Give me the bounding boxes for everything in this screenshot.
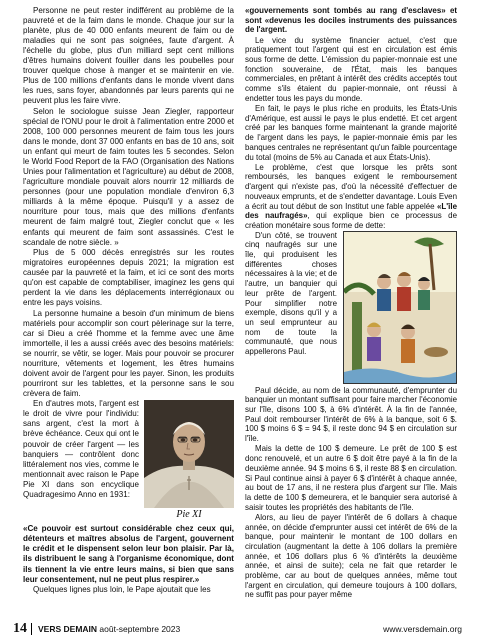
publication-name: VERS DEMAIN (38, 624, 98, 634)
pope-pius-xi-photo (144, 400, 234, 508)
paragraph: Quelques lignes plus loin, le Pape ajoutait que les (33, 585, 211, 595)
paragraph: La personne humaine a besoin d'un minimum de biens matériels pour accomplir son court pèlerinage sur la terre, car si Dieu a créé l'homme et la femme avec une âme immortelle, il les a aussi créés avec des besoins matériels: se nourrir, se vêtir, se loger. Mais pour pouvoir se procurer nourriture, vêtements et logement, les êtres humains doivent avoir de l'argent pour les payer. Sinon, les produits pourriront sur les tablettes, et la personne sans le sou crèvera de faim. (23, 308, 234, 399)
footer-divider (31, 623, 32, 635)
page-number: 14 (13, 621, 27, 636)
left-column (23, 6, 234, 595)
castaways-comic-image (343, 231, 457, 384)
paragraph: Mais la dette de 100 $ demeure. Le prêt de 100 $ est donc renouvelé, et un autre 6 $ doit être payé à la fin de la deuxième année. 94 $ moins 6 $, il reste 88 $ en circulation. Si Paul continue ainsi à payer 6 $ d'intérêt à chaque année, au bout de 17 ans, il ne restera plus d'argent sur l'île. Mais la dette de 100 $ demeurera, et le banquier sera autorisé à saisir toutes les propriétés des habitants de l'île. (245, 444, 457, 512)
island-illustration (343, 231, 457, 384)
paragraph: Alors, au lieu de payer l'intérêt de 6 dollars à chaque année, on décide d'emprunter aussi cet intérêt de 6% de la banque, pour maintenir le montant de 100 dollars en circulation (augmentant la dette à 106 dollars la première année, et 106 dollars plus 6 % d'intérêts la deuxième année, et ainsi de suite); cela ne fait que retarder le problème, car au bout de quelques années, même tout l'argent en circulation, qui demeure toujours à 100 dollars, ne suffit pas pour payer même (245, 512, 457, 600)
text-run: , qui explique bien ce processus de création monétaire sous forme de dette: (245, 211, 458, 230)
quote-continuation-text: «gouvernements sont tombés au rang d'esclaves» et sont «devenus les dociles instruments des puissances de l'argent. (245, 6, 457, 35)
paragraph: Le vice du système financier actuel, c'est que pratiquement tout l'argent qui est en circulation est émis sous forme de dette. L'émission du papier-monnaie est une fonction souveraine, de l'État, mais les banques commerciales, en prêtant à intérêt des crédits acceptés tout comme s'ils étaient du papier-monnaie, ont réussi à endetter tous les pays du monde. (245, 35, 457, 103)
pope-caption: Pie XI (176, 509, 202, 521)
pope-section (23, 399, 234, 524)
publication-info (38, 622, 180, 636)
pope-figure (144, 400, 234, 521)
text-run: Le problème, c'est que lorsque les prêts sont remboursés, les banques exigent le remboursement d'argent qui n'existe pas, d'où la nécessité d'effectuer de nouveaux emprunts, et de s'endetter davantage. Louis Even a écrit au tout début de son Institut une fable appelée (245, 162, 457, 211)
fable-title: «L'île des naufragés» (245, 201, 457, 221)
paragraph: Plus de 5 000 décès enregistrés sur les routes migratoires européennes depuis 2021; la migration est causée par la pauvreté et la faim, et ici ce sont des morts qu'on est capable de comptabiliser, imaginez les gens qui perdent la vie dans les déplacements interrégionaux ou entre les pays voisins. (23, 248, 234, 308)
right-column (245, 6, 457, 600)
paragraph: Personne ne peut rester indifférent au problème de la pauvreté et de la faim dans le monde. Chaque jour sur la planète, plus de 40 000 enfants meurent de faim ou de maladies qui ne sont pas soignées, faute d'argent. À l'échelle du globe, plus d'un milliard sept cent millions d'êtres humains doivent fouiller dans les poubelles pour trouver quelque chose à manger et se maintenir en vie. Plus de 100 millions d'enfants dans le monde vivent dans les rues, sans foyer, abandonnés par leurs parents qui ne peuvent plus les faire vivre. (23, 6, 234, 106)
issue-date: août-septembre 2023 (99, 624, 181, 634)
quote-continuation (245, 6, 457, 35)
paragraph: Paul décide, au nom de la communauté, d'emprunter du banquier un montant suffisant pour faire marcher l'économie sur l'île, disons 100 $, à 6% d'intérêt. À la fin de l'année, Paul doit rembourser l'intérêt de 6% à la banque, soit 6 $. 100 $ moins 6 $ = 94 $, il reste donc 94 $ en circulation sur l'île. (245, 385, 457, 444)
paragraph: Selon le sociologue suisse Jean Ziegler, rapporteur spécial de l'ONU pour le droit à l'alimentation entre 2000 et 2008, 100 000 personnes meurent de faim tous les jours dans le monde, dont 37 000 enfants en bas de 10 ans, soit un enfant qui meurt de faim toutes les 5 secondes. Selon le World Food Report de la FAO (Organisation des Nations Unies pour l'alimentation et l'agriculture) au début de 2008, l'agriculture mondiale pouvait alors nourrir 12 milliards de personnes (pour une population mondiale d'environ 6,3 milliards à la même époque. Puisqu'il y a assez de nourriture pour tous, mais que des millions d'enfants meurent de faim malgré tout, Ziegler conclut que « les enfants qui meurent de faim sont assassinés. C'est le scandale de notre siècle. » (23, 106, 234, 247)
page-footer (13, 622, 462, 636)
paragraph: En d'autres mots, l'argent est le droit de vivre pour l'individu: sans argent, c'est la mort à brève échéance. Ceux qui ont le pouvoir de créer l'argent — les banquiers — contrôlent donc littéralement nos vies, comme le mentionnait avec raison le Pape Pie XI dans son encyclique Quadragesimo Anno en 1931: (23, 399, 139, 499)
website-url: www.versdemain.org (383, 624, 462, 634)
island-section (245, 231, 457, 386)
paragraph: D'un côté, se trouvent cinq naufragés sur une île, qui produisent les différentes choses nécessaires à la vie; et de l'autre, un banquier qui leur prête de l'argent. Pour simplifier notre exemple, disons qu'il y a un seul emprunteur au nom de toute la communauté, que nous appellerons Paul. (245, 230, 337, 357)
pope-quote (23, 524, 234, 584)
pope-quote-text: «Ce pouvoir est surtout considérable chez ceux qui, détenteurs et maîtres absolus de l'argent, gouvernent le crédit et le dispensent selon leur bon plaisir. Par là, ils distribuent le sang à l'organisme économique, dont ils tiennent la vie entre leurs mains, si bien que sans leur consentement, nul ne peut plus respirer.» (23, 524, 234, 584)
paragraph (245, 163, 457, 231)
paragraph: En fait, le pays le plus riche en produits, les États-Unis d'Amérique, est aussi le pays le plus endetté. Et cet argent créé par les banques forme maintenant la grande majorité de l'argent dans les pays, le papier-monnaie émis par les banques centrales ne représentant qu'un faible pourcentage du total (moins de 5% au Canada et aux États-Unis). (245, 104, 457, 162)
